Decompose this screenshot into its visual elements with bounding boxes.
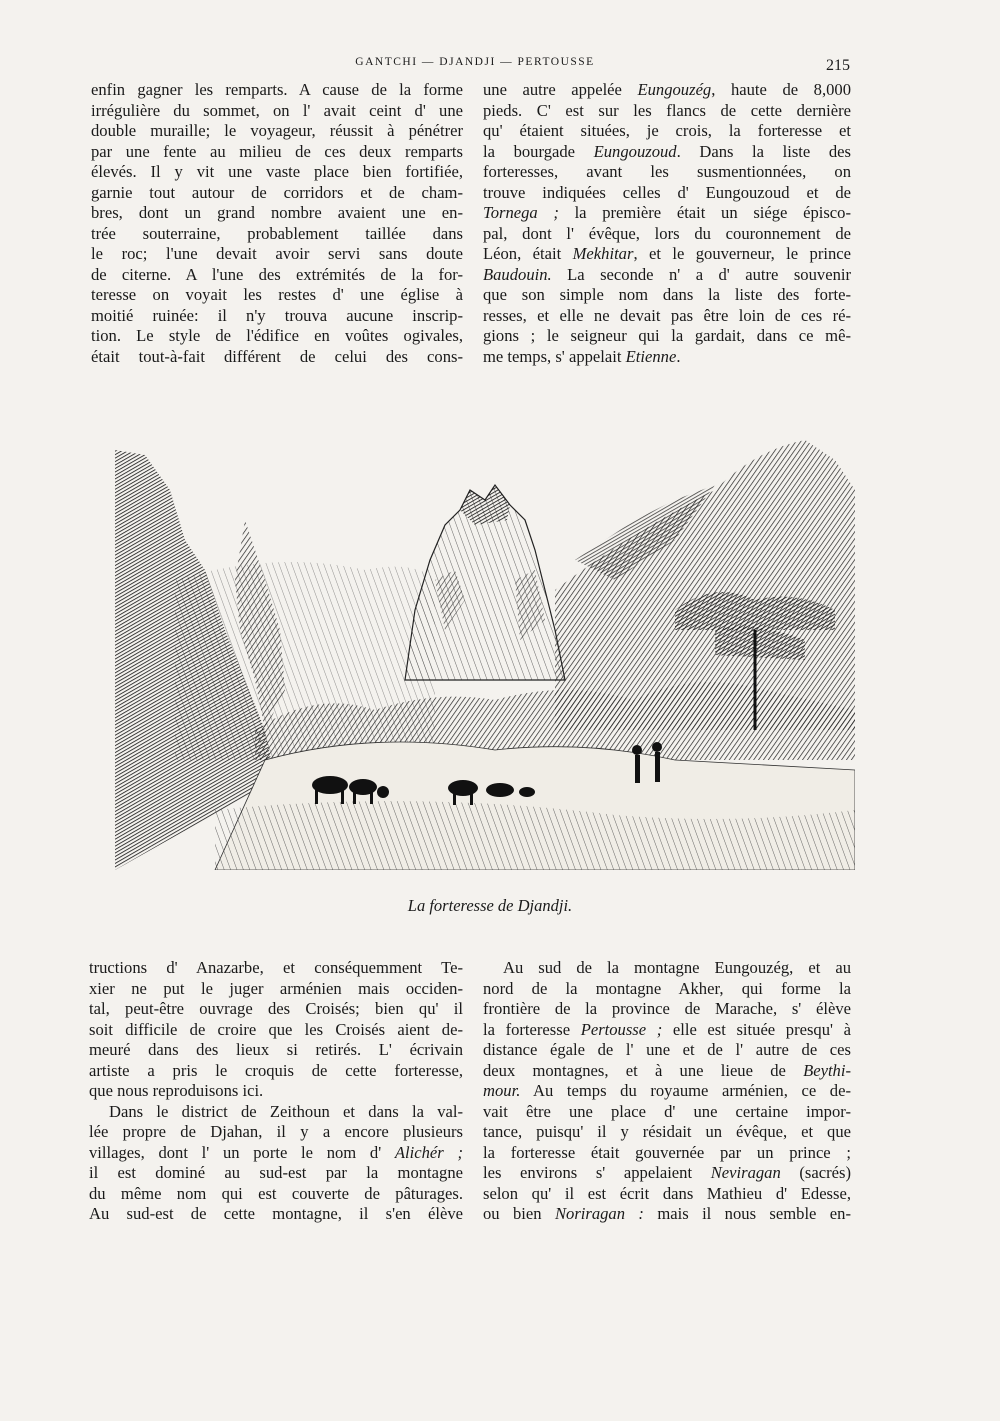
text-segment: Dans le district de Zeithoun et dans la val- [109,1101,463,1121]
text-line [483,1081,851,1102]
column-top-left [91,80,463,367]
text-segment: la première était un siége épisco- [558,203,851,222]
fortress-illustration [115,430,855,870]
text-line [483,244,851,265]
text-segment: , et le gouverneur, le prince [633,244,851,263]
text-segment: selon qu' il est écrit dans Mathieu d' Edesse, [483,1183,851,1203]
text-line [91,326,463,347]
column-top-right [483,80,851,367]
italic-term: Noriragan : [554,1204,644,1223]
text-segment: La seconde n' a d' autre souvenir [551,264,851,284]
text-line [483,203,851,224]
text-line [91,162,463,183]
text-segment: la forteresse était gouvernée par un prince ; [483,1142,851,1162]
text-segment: villages, dont l' un porte le nom d' [89,1142,395,1162]
text-segment: frontière de la province de Marache, s' élève [483,999,851,1018]
text-line [89,1184,463,1205]
text-segment: tance, puisqu' il y résidait un évêque, et que [483,1122,851,1141]
text-line [483,121,851,142]
text-line [483,101,851,122]
text-segment: , haute de 8,000 [711,80,851,99]
page-number: 215 [826,57,850,74]
text-line [89,1040,463,1061]
italic-term: Mekhitar [572,244,634,263]
text-line [91,347,463,368]
text-segment: élevés. Il y vit une vaste place bien fortifiée, [91,162,463,181]
text-line [483,1163,851,1184]
text-segment: par une fente au milieu de ces deux remparts [91,141,463,161]
text-segment: les environs s' appelaient [483,1163,711,1182]
text-line [89,1081,463,1102]
text-segment: vait être une place d' une certaine impor- [483,1101,851,1121]
text-line [483,80,851,101]
text-segment: meuré dans des lieux si retirés. L' écrivain [89,1040,463,1059]
text-segment: de citerne. A l'une des extrémités de la for- [91,264,463,284]
text-line [89,1143,463,1164]
text-line [483,285,851,306]
text-segment: il est dominé au sud-est par la montagne [89,1163,463,1182]
text-line [483,162,851,183]
italic-term: Pertousse ; [580,1019,663,1039]
text-segment: teresse on voyait les restes d' une église à [91,285,463,304]
text-segment: gions ; le seigneur qui la gardait, dans ce mê- [483,326,851,345]
text-segment: pieds. C' est sur les flancs de cette dernière [483,100,851,120]
text-segment: garnie tout autour de corridors et de cham- [91,182,463,202]
text-segment: le roc; l'une devait avoir servi sans doute [91,244,463,263]
italic-term: mour. [483,1081,521,1100]
text-segment: pal, dont l' évêque, lors du couronnement de [483,223,851,243]
text-segment: xier ne put le juger arménien mais occiden- [89,978,463,998]
text-line [483,265,851,286]
text-line [483,1184,851,1205]
text-line [483,1020,851,1041]
text-line [89,1020,463,1041]
italic-term: Beythi- [803,1060,851,1080]
text-line [91,265,463,286]
column-bottom-left [89,958,463,1225]
column-bottom-right [483,958,851,1225]
text-segment: ou bien [483,1204,555,1223]
text-segment: mais il nous semble en- [643,1204,851,1223]
text-line [483,183,851,204]
text-line [483,1061,851,1082]
italic-term: Alichér ; [394,1142,463,1162]
text-segment: forteresses, avant les susmentionnées, on [483,162,851,181]
text-line [483,1204,851,1225]
text-line [483,1143,851,1164]
text-line [483,1040,851,1061]
text-segment: enfin gagner les remparts. A cause de la forme [91,80,463,99]
text-segment: nord de la montagne Akher, qui forme la [483,978,851,998]
text-segment: tal, peut-être ouvrage des Croisés; bien qu' il [89,999,463,1018]
text-line [91,121,463,142]
text-line [89,1061,463,1082]
text-line [89,1102,463,1123]
text-segment: elle est située presqu' à [662,1019,851,1039]
text-line [91,306,463,327]
text-segment: . [676,346,681,366]
text-segment: la bourgade [483,141,594,161]
text-line [483,306,851,327]
text-segment: la forteresse [483,1019,581,1039]
text-segment: resses, et elle ne devait pas être loin de ces ré- [483,305,851,325]
text-segment: trée souterraine, probablement taillée dans [91,223,463,243]
text-segment: Au sud de la montagne Eungouzég, et au [503,958,851,977]
text-segment: artiste a pris le croquis de cette forteresse, [89,1060,463,1080]
text-line [483,1122,851,1143]
text-segment: me temps, s' appelait [483,346,626,366]
text-segment: lée propre de Djahan, il y a encore plusieurs [89,1122,463,1141]
text-segment: tion. Le style de l'édifice en voûtes ogivales, [91,326,463,345]
text-segment: soit difficile de croire que les Croisés aient de- [89,1019,463,1039]
text-segment: Au sud-est de cette montagne, il s'en élève [89,1204,463,1223]
italic-term: Neviragan [710,1163,781,1182]
text-segment: distance égale de l' une et de l' autre de ces [483,1040,851,1059]
italic-term: Eungouzoud [593,141,677,161]
text-segment: était tout-à-fait différent de celui des cons- [91,346,463,366]
text-segment: (sacrés) [780,1163,851,1182]
running-header: GANTCHI — DJANDJI — PERTOUSSE [355,56,595,68]
text-line [89,1163,463,1184]
text-segment: irrégulière du sommet, on l' avait ceint d' une [91,100,463,120]
text-segment: . Dans la liste des [676,141,851,161]
text-segment: Au temps du royaume arménien, ce de- [520,1081,851,1100]
text-line [483,347,851,368]
text-segment: que nous reproduisons ici. [89,1081,264,1100]
text-line [91,224,463,245]
text-segment: moitié ruinée: il n'y trouva aucune inscrip- [91,305,463,325]
italic-term: Etienne [625,346,677,366]
text-line [483,999,851,1020]
text-line [483,142,851,163]
text-line [91,80,463,101]
text-segment: que son simple nom dans la liste des forte- [483,285,851,304]
italic-term: Tornega ; [483,203,559,222]
italic-term: Baudouin. [483,264,552,284]
text-line [91,142,463,163]
italic-term: Eungouzég [637,80,712,99]
text-line [91,244,463,265]
text-segment: bres, dont un grand nombre avaient une en- [91,203,463,222]
text-line [91,183,463,204]
text-line [89,1204,463,1225]
text-line [91,203,463,224]
text-segment: Léon, était [483,244,573,263]
figure-caption: La forteresse de Djandji. [407,896,573,915]
text-line [483,1102,851,1123]
text-segment: une autre appelée [483,80,638,99]
text-segment: trouve indiquées celles d' Eungouzoud et de [483,182,851,202]
text-segment: tructions d' Anazarbe, et conséquemment Te- [89,958,463,977]
text-line [89,958,463,979]
text-line [483,224,851,245]
text-line [89,1122,463,1143]
text-segment: du même nom qui est couverte de pâturages. [89,1183,463,1203]
text-line [91,285,463,306]
text-line [89,999,463,1020]
text-segment: deux montagnes, et à une lieue de [483,1060,804,1080]
text-line [89,979,463,1000]
text-line [483,979,851,1000]
text-segment: double muraille; le voyageur, réussit à pénétrer [91,121,463,140]
text-segment: qu' étaient situées, je crois, la forteresse et [483,121,851,140]
text-line [91,101,463,122]
text-line [483,958,851,979]
text-line [483,326,851,347]
